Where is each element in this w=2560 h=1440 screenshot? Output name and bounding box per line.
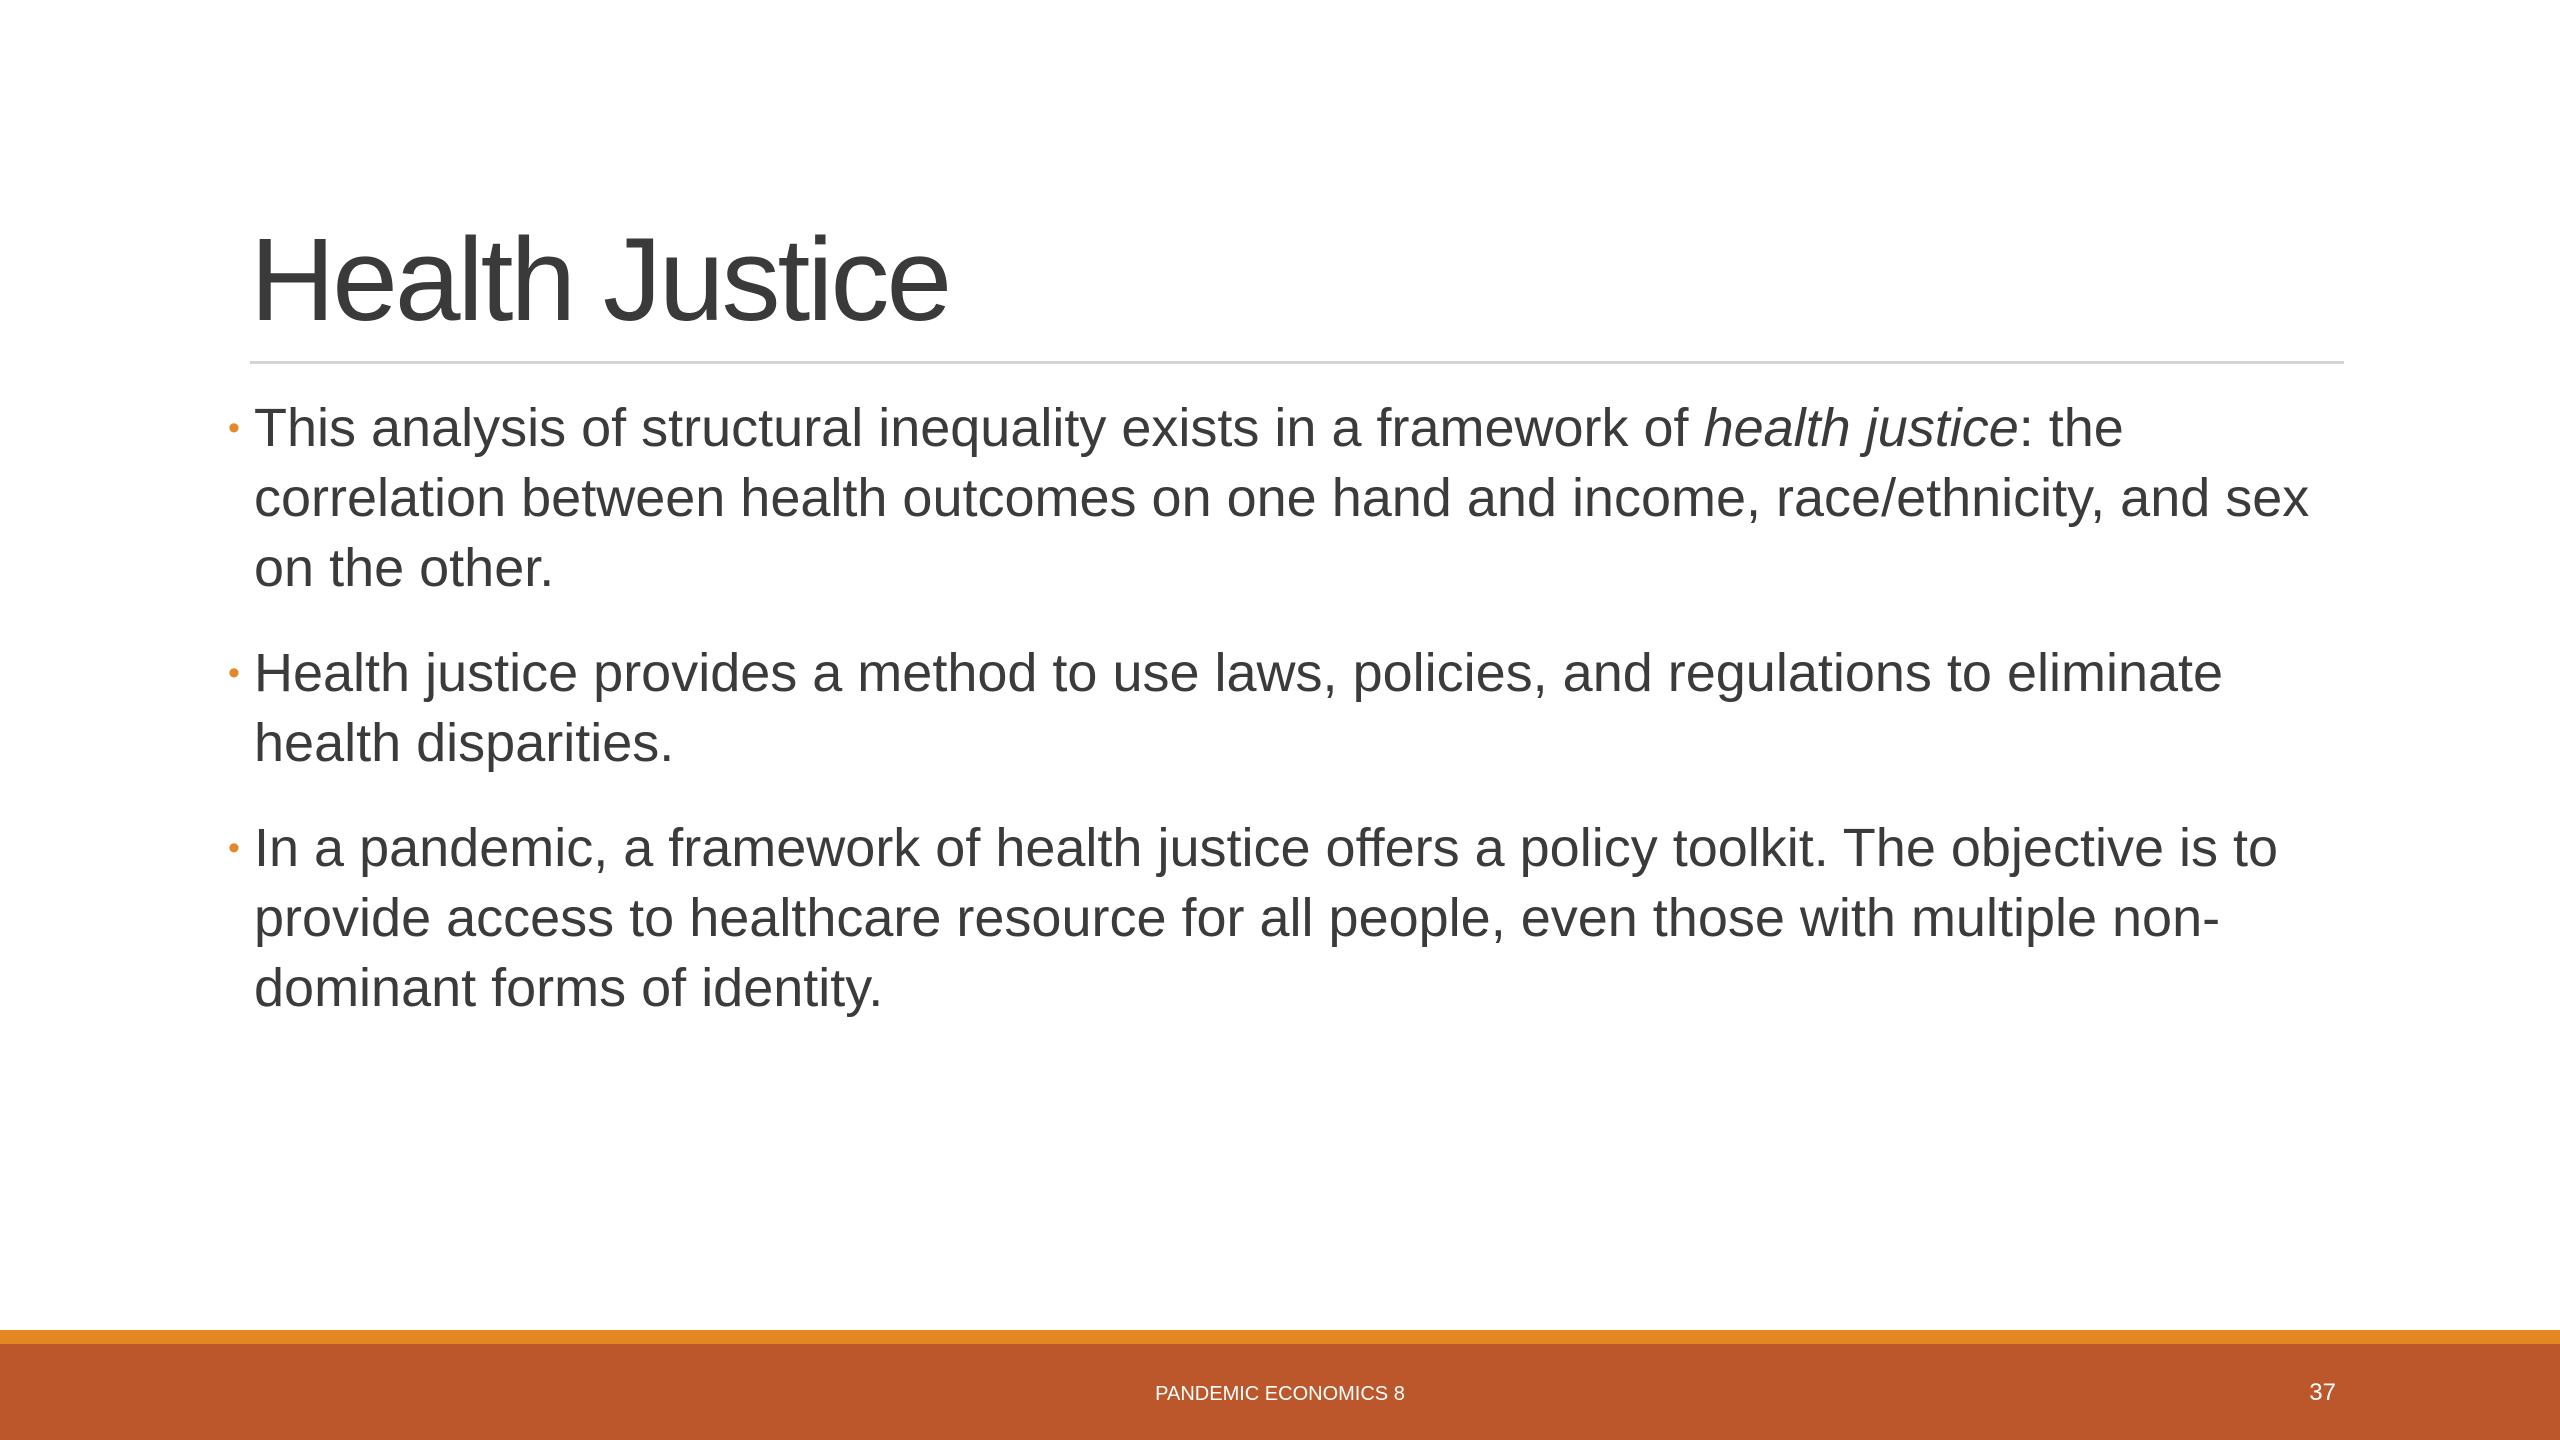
- bullet-list: [228, 393, 2358, 1058]
- footer-title: PANDEMIC ECONOMICS 8: [1155, 1383, 1405, 1405]
- bullet-item: [228, 813, 2358, 1023]
- page-number: 37: [2309, 1379, 2336, 1406]
- bullet-item: [228, 393, 2358, 603]
- title-divider: [250, 361, 2344, 364]
- bullet-text-part: : the correlation between health outcomes on one hand and income, race/ethnicity, and sex on the other.: [254, 398, 2310, 598]
- slide-title: Health Justice: [250, 214, 950, 346]
- footer-accent-stripe: [0, 1330, 2560, 1344]
- bullet-marker-icon: •: [228, 409, 240, 447]
- bullet-text-part: This analysis of structural inequality exists in a framework of: [254, 398, 1704, 458]
- bullet-emphasis: health justice: [1703, 398, 2019, 458]
- bullet-marker-icon: •: [228, 654, 240, 692]
- bullet-text: In a pandemic, a framework of health justice offers a policy toolkit. The objective is to provide access to healthcare resource for all people, even those with multiple non-dominant forms of identity.: [254, 818, 2279, 1018]
- bullet-item: [228, 638, 2358, 778]
- bullet-text: Health justice provides a method to use laws, policies, and regulations to eliminate health disparities.: [254, 643, 2224, 773]
- bullet-text: [254, 393, 2358, 603]
- bullet-marker-icon: •: [228, 829, 240, 867]
